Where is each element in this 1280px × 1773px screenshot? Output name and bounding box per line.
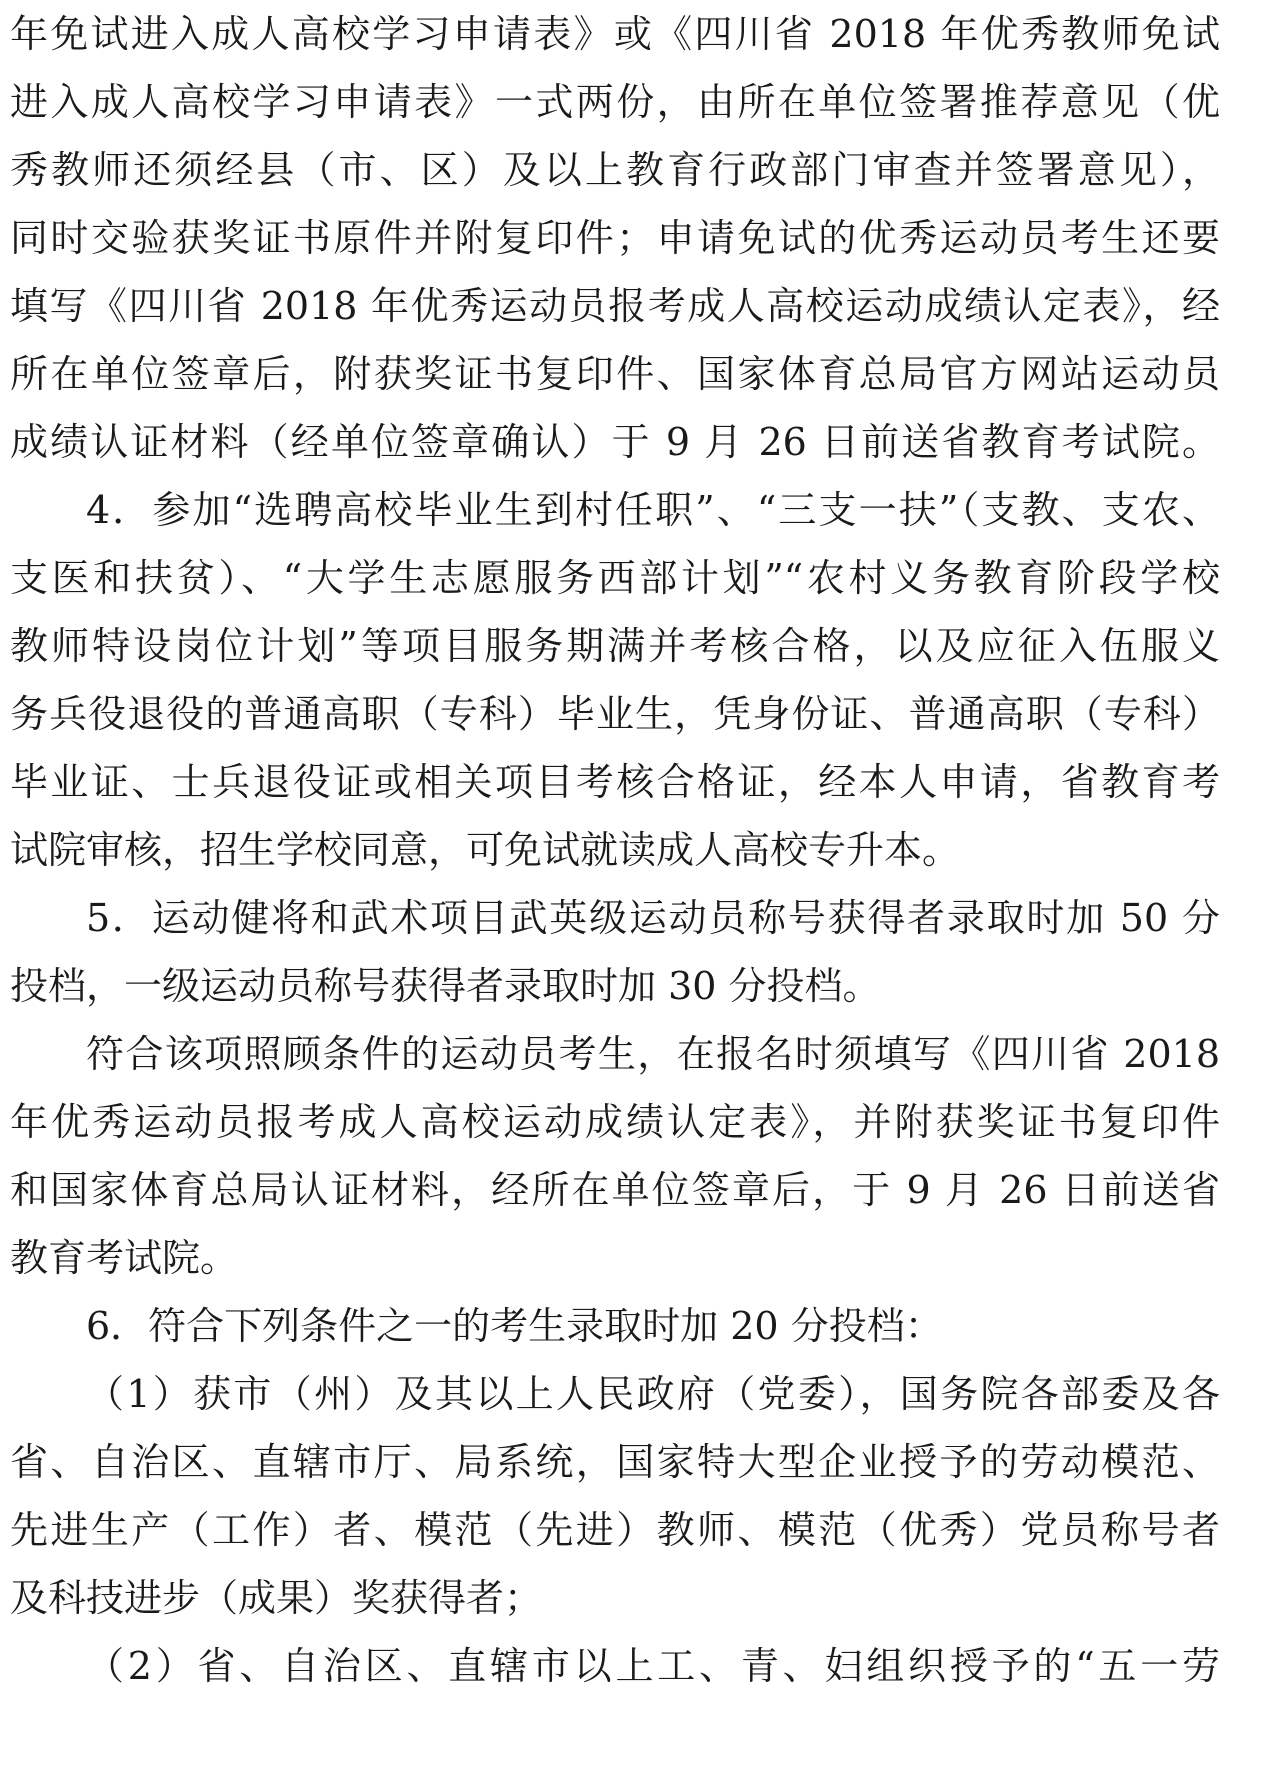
- text-line: 年优秀运动员报考成人高校运动成绩认定表》，并附获奖证书复印件: [10, 1100, 1220, 1144]
- paragraph-subitem-2: （2）省、自治区、直辖市以上工、青、妇组织授予的“五一劳: [86, 1644, 1220, 1688]
- document-body: [10, 0, 1220, 1700]
- text-line: 试院审核，招生学校同意，可免试就读成人高校专升本。: [10, 828, 961, 872]
- text-line: 毕业证、士兵退役证或相关项目考核合格证，经本人申请，省教育考: [10, 760, 1220, 804]
- text-line: 同时交验获奖证书原件并附复印件；申请免试的优秀运动员考生还要: [10, 216, 1220, 260]
- text-line: 教育考试院。: [10, 1236, 239, 1280]
- paragraph-item-6: 6．符合下列条件之一的考生录取时加 20 分投档：: [86, 1304, 943, 1348]
- text-line: 务兵役退役的普通高职（专科）毕业生，凭身份证、普通高职（专科）: [10, 692, 1220, 736]
- text-line: 填写《四川省 2018 年优秀运动员报考成人高校运动成绩认定表》，经: [10, 284, 1220, 328]
- paragraph-athlete-note: 符合该项照顾条件的运动员考生，在报名时须填写《四川省 2018: [86, 1032, 1220, 1076]
- paragraph-item-4: 4．参加“选聘高校毕业生到村任职”、“三支一扶”（支教、支农、: [86, 488, 1220, 532]
- paragraph-item-5: 5．运动健将和武术项目武英级运动员称号获得者录取时加 50 分: [86, 896, 1220, 940]
- text-line: 及科技进步（成果）奖获得者；: [10, 1576, 543, 1620]
- text-line: 投档，一级运动员称号获得者录取时加 30 分投档。: [10, 964, 881, 1008]
- text-line: 年免试进入成人高校学习申请表》或《四川省 2018 年优秀教师免试: [10, 12, 1220, 56]
- text-line: 和国家体育总局认证材料，经所在单位签章后，于 9 月 26 日前送省: [10, 1168, 1220, 1212]
- text-line: 成绩认证材料（经单位签章确认）于 9 月 26 日前送省教育考试院。: [10, 420, 1220, 464]
- text-line: 支医和扶贫）、“大学生志愿服务西部计划”“农村义务教育阶段学校: [10, 556, 1220, 600]
- text-line: 省、自治区、直辖市厅、局系统，国家特大型企业授予的劳动模范、: [10, 1440, 1220, 1484]
- text-line: 教师特设岗位计划”等项目服务期满并考核合格，以及应征入伍服义: [10, 624, 1220, 668]
- text-line: 秀教师还须经县（市、区）及以上教育行政部门审查并签署意见），: [10, 148, 1220, 192]
- paragraph-subitem-1: （1）获市（州）及其以上人民政府（党委），国务院各部委及各: [86, 1372, 1220, 1416]
- text-line: 进入成人高校学习申请表》一式两份，由所在单位签署推荐意见（优: [10, 80, 1220, 124]
- text-line: 所在单位签章后，附获奖证书复印件、国家体育总局官方网站运动员: [10, 352, 1220, 396]
- text-line: 先进生产（工作）者、模范（先进）教师、模范（优秀）党员称号者: [10, 1508, 1220, 1552]
